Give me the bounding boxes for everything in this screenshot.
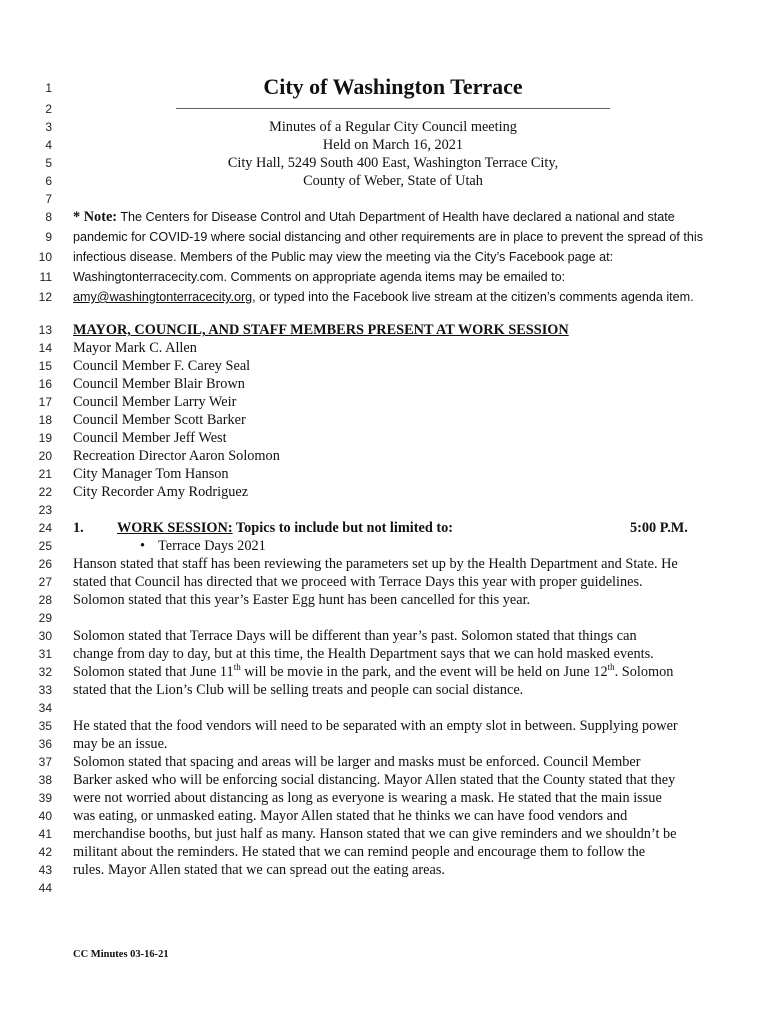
body-text: stated that Council has directed that we proceed with Terrace Days this year with proper guidelines. [73, 574, 643, 590]
line-number: 42 [38, 845, 52, 859]
doc-line-25 [0, 537, 762, 556]
line-number: 17 [38, 395, 52, 409]
doc-line-27 [0, 573, 762, 592]
doc-line-35 [0, 717, 762, 736]
line-number: 19 [38, 431, 52, 445]
doc-line-37 [0, 753, 762, 772]
attendees-heading: MAYOR, COUNCIL, AND STAFF MEMBERS PRESENT AT WORK SESSION [73, 322, 569, 338]
body-text: may be an issue. [73, 736, 168, 752]
body-text: were not worried about distancing as long as everyone is wearing a mask. He stated that the main issue [73, 790, 662, 806]
meeting-date: Held on March 16, 2021 [322, 137, 464, 153]
body-text: Hanson stated that staff has been reviewing the parameters set up by the Health Department and State. He [73, 556, 678, 572]
line-number: 38 [38, 773, 52, 787]
line-number: 18 [38, 413, 52, 427]
line-number: 3 [45, 120, 52, 134]
body-text: was eating, or unmasked eating. Mayor Allen stated that he thinks we can have food vendors and [73, 808, 628, 824]
note-line: Washingtonterracecity.com. Comments on appropriate agenda items may be emailed to: [73, 270, 566, 284]
line-number: 37 [38, 755, 52, 769]
doc-line-32 [0, 663, 762, 682]
line-number: 6 [45, 174, 52, 188]
doc-line-4 [0, 136, 762, 155]
line-number: 10 [38, 250, 52, 264]
work-session-time: 5:00 P.M. [630, 520, 688, 536]
line-number: 20 [38, 449, 52, 463]
body-text: Barker asked who will be enforcing social distancing. Mayor Allen stated that the County stated that they [73, 772, 676, 788]
doc-line-9 [0, 228, 762, 247]
doc-line-12 [0, 288, 762, 307]
line-number: 41 [38, 827, 52, 841]
body-text: Solomon stated that this year’s Easter Egg hunt has been cancelled for this year. [73, 592, 531, 608]
title-rule: ______________________________________________________________ [176, 96, 610, 111]
line-number: 9 [45, 230, 52, 244]
attendee: Council Member Larry Weir [73, 394, 237, 410]
line-number: 15 [38, 359, 52, 373]
work-session-label: WORK SESSION: [117, 520, 233, 536]
line-number: 1 [45, 81, 52, 95]
line-number: 22 [38, 485, 52, 499]
doc-line-23 [0, 501, 762, 520]
doc-line-44 [0, 879, 762, 898]
doc-line-19 [0, 429, 762, 448]
doc-line-39 [0, 789, 762, 808]
doc-line-5 [0, 154, 762, 173]
work-session-topic: Topics to include but not limited to: [232, 520, 454, 536]
note-line: * Note: The Centers for Disease Control and Utah Department of Health have declared a national and state [73, 209, 675, 225]
meeting-type: Minutes of a Regular City Council meeting [269, 119, 517, 135]
doc-line-13 [0, 321, 762, 340]
body-text: He stated that the food vendors will need to be separated with an empty slot in between. Supplying power [73, 718, 678, 734]
attendee: Council Member Jeff West [73, 430, 227, 446]
body-text: change from day to day, but at this time, the Health Department says that we can hold masked events. [73, 646, 654, 662]
line-number: 23 [38, 503, 52, 517]
body-text: rules. Mayor Allen stated that we can spread out the eating areas. [73, 862, 445, 878]
line-number: 14 [38, 341, 52, 355]
doc-line-36 [0, 735, 762, 754]
doc-line-20 [0, 447, 762, 466]
note-line: infectious disease. Members of the Public may view the meeting via the City’s Facebook page at: [73, 250, 614, 264]
doc-line-8 [0, 208, 762, 227]
doc-line-42 [0, 843, 762, 862]
note-line: amy@washingtonterracecity.org, or typed into the Facebook live stream at the citizen’s comments agenda item. [73, 290, 694, 304]
line-number: 12 [38, 290, 52, 304]
note-label: * Note: [73, 209, 118, 225]
line-number: 5 [45, 156, 52, 170]
line-number: 40 [38, 809, 52, 823]
attendee: Council Member F. Carey Seal [73, 358, 251, 374]
attendee: Recreation Director Aaron Solomon [73, 448, 280, 464]
line-number: 43 [38, 863, 52, 877]
doc-line-10 [0, 248, 762, 267]
line-number: 34 [38, 701, 52, 715]
doc-line-31 [0, 645, 762, 664]
doc-line-15 [0, 357, 762, 376]
doc-line-22 [0, 483, 762, 502]
doc-line-14 [0, 339, 762, 358]
doc-line-29 [0, 609, 762, 628]
doc-line-28 [0, 591, 762, 610]
line-number: 21 [38, 467, 52, 481]
body-text: Solomon stated that Terrace Days will be different than year’s past. Solomon stated that things can [73, 628, 637, 644]
attendee: Mayor Mark C. Allen [73, 340, 197, 356]
line-number: 32 [38, 665, 52, 679]
email-link[interactable]: amy@washingtonterracecity.org [73, 290, 253, 304]
bullet-item: • Terrace Days 2021 [140, 538, 266, 554]
doc-line-21 [0, 465, 762, 484]
line-number: 28 [38, 593, 52, 607]
line-number: 25 [38, 539, 52, 553]
doc-line-3 [0, 118, 762, 137]
doc-line-7 [0, 190, 762, 209]
item-number: 1. [73, 520, 84, 536]
body-text: merchandise booths, but just half as many. Hanson stated that we can give reminders and we shouldn’t be [73, 826, 677, 842]
doc-line-34 [0, 699, 762, 718]
line-number: 7 [45, 192, 52, 206]
attendee: City Recorder Amy Rodriguez [73, 484, 249, 500]
attendee: City Manager Tom Hanson [73, 466, 229, 482]
note-line: pandemic for COVID-19 where social distancing and other requirements are in place to prevent the spread of this [73, 230, 704, 244]
line-number: 27 [38, 575, 52, 589]
meeting-location: City Hall, 5249 South 400 East, Washington Terrace City, [227, 155, 559, 171]
attendee: Council Member Blair Brown [73, 376, 245, 392]
body-text: Solomon stated that spacing and areas will be larger and masks must be enforced. Council Member [73, 754, 641, 770]
attendee: Council Member Scott Barker [73, 412, 246, 428]
line-number: 31 [38, 647, 52, 661]
body-text: stated that the Lion’s Club will be selling treats and people can social distance. [73, 682, 524, 698]
line-number: 16 [38, 377, 52, 391]
page-footer: CC Minutes 03-16-21 [73, 949, 169, 960]
line-number: 44 [38, 881, 52, 895]
doc-line-40 [0, 807, 762, 826]
line-number: 29 [38, 611, 52, 625]
doc-line-33 [0, 681, 762, 700]
doc-line-38 [0, 771, 762, 790]
line-number: 26 [38, 557, 52, 571]
doc-line-24 [0, 519, 762, 538]
doc-line-16 [0, 375, 762, 394]
doc-line-6 [0, 172, 762, 191]
line-number: 4 [45, 138, 52, 152]
doc-line-18 [0, 411, 762, 430]
line-number: 11 [39, 270, 52, 284]
line-number: 24 [38, 521, 52, 535]
line-number: 33 [38, 683, 52, 697]
line-number: 39 [38, 791, 52, 805]
line-number: 13 [38, 323, 52, 337]
line-number: 8 [45, 210, 52, 224]
doc-line-11 [0, 268, 762, 287]
bullet-icon: • [140, 538, 146, 554]
line-number: 2 [45, 102, 52, 116]
doc-line-41 [0, 825, 762, 844]
line-number: 30 [38, 629, 52, 643]
meeting-county: County of Weber, State of Utah [303, 173, 483, 189]
doc-line-30 [0, 627, 762, 646]
line-number: 36 [38, 737, 52, 751]
body-text: militant about the reminders. He stated that we can remind people and encourage them to follow the [73, 844, 646, 860]
document-title: City of Washington Terrace [263, 74, 523, 99]
doc-line-2 [0, 96, 762, 119]
body-text: Solomon stated that June 11th will be movie in the park, and the event will be held on June 12th. Solomon [73, 662, 674, 680]
line-number: 35 [38, 719, 52, 733]
doc-line-26 [0, 555, 762, 574]
doc-line-43 [0, 861, 762, 880]
doc-line-17 [0, 393, 762, 412]
